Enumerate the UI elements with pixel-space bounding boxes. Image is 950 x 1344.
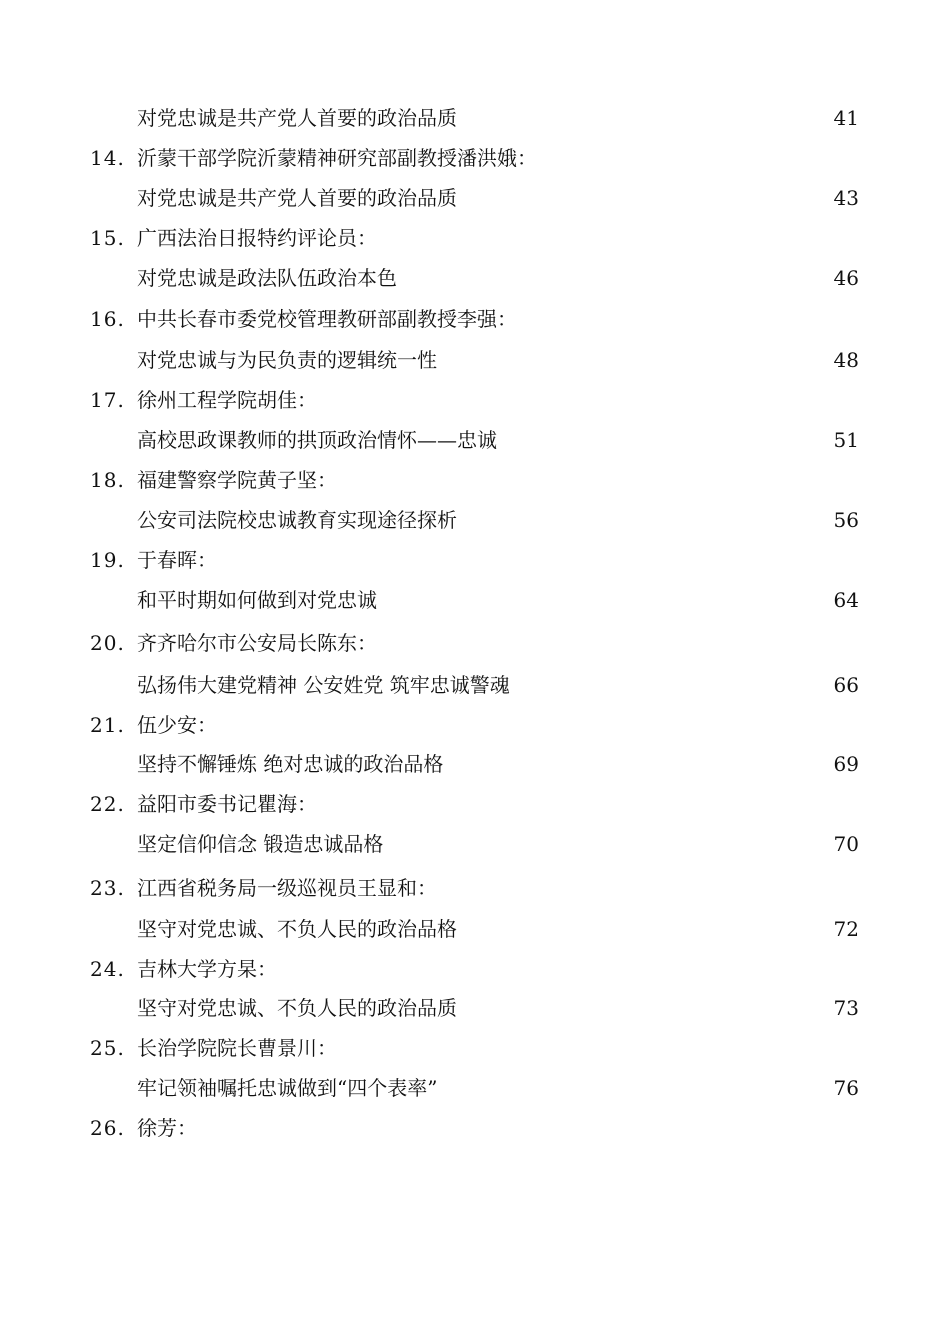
toc-title-line: [0, 749, 950, 779]
toc-entry-number: 16.: [90, 307, 125, 331]
toc-author-line: [0, 545, 950, 575]
toc-title-line: [0, 103, 950, 133]
toc-page-number: 70: [833, 832, 859, 856]
toc-entry-author: 长治学院院长曹景川：: [137, 1036, 337, 1060]
toc-author-line: [0, 385, 950, 415]
toc-title-line: [0, 345, 950, 375]
toc-title-line: [0, 505, 950, 535]
toc-page-number: 48: [833, 348, 859, 372]
toc-page-number: 66: [833, 673, 859, 697]
toc-author-line: [0, 789, 950, 819]
toc-page-number: 51: [833, 428, 859, 452]
toc-entry-title: 坚定信仰信念 锻造忠诚品格: [137, 832, 384, 856]
toc-entry-title: 和平时期如何做到对党忠诚: [137, 588, 377, 612]
toc-author-line: [0, 304, 950, 334]
toc-author-line: [0, 465, 950, 495]
toc-title-line: [0, 914, 950, 944]
toc-entry-number: 15.: [90, 226, 125, 250]
toc-entry-author: 于春晖：: [137, 548, 217, 572]
toc-entry-number: 21.: [90, 713, 125, 737]
toc-entry-title: 坚守对党忠诚、不负人民的政治品质: [137, 996, 457, 1020]
toc-entry-author: 中共长春市委党校管理教研部副教授李强：: [137, 307, 517, 331]
toc-entry-title: 对党忠诚是政法队伍政治本色: [137, 266, 397, 290]
toc-page-number: 76: [833, 1076, 859, 1100]
toc-entry-number: 18.: [90, 468, 125, 492]
toc-author-line: [0, 1113, 950, 1143]
toc-entry-title: 坚守对党忠诚、不负人民的政治品格: [137, 917, 457, 941]
toc-title-line: [0, 183, 950, 213]
toc-entry-number: 25.: [90, 1036, 125, 1060]
toc-entry-number: 20.: [90, 631, 125, 655]
toc-entry-author: 徐州工程学院胡佳：: [137, 388, 317, 412]
toc-entry-author: 齐齐哈尔市公安局长陈东：: [137, 631, 377, 655]
toc-entry-author: 徐芳：: [137, 1116, 197, 1140]
toc-author-line: [0, 223, 950, 253]
toc-entry-title: 对党忠诚与为民负责的逻辑统一性: [137, 348, 437, 372]
toc-title-line: [0, 425, 950, 455]
toc-entry-number: 23.: [90, 876, 125, 900]
toc-entry-title: 牢记领袖嘱托忠诚做到“四个表率”: [137, 1076, 438, 1100]
toc-author-line: [0, 710, 950, 740]
toc-entry-number: 17.: [90, 388, 125, 412]
toc-entry-number: 22.: [90, 792, 125, 816]
toc-entry-author: 沂蒙干部学院沂蒙精神研究部副教授潘洪娥：: [137, 146, 537, 170]
toc-page-number: 46: [833, 266, 859, 290]
toc-entry-author: 吉林大学方杲：: [137, 957, 277, 981]
toc-page-number: 41: [833, 106, 859, 130]
toc-page-number: 73: [833, 996, 859, 1020]
toc-title-line: [0, 263, 950, 293]
toc-entry-author: 福建警察学院黄子坚：: [137, 468, 337, 492]
toc-title-line: [0, 829, 950, 859]
toc-title-line: [0, 1073, 950, 1103]
toc-author-line: [0, 873, 950, 903]
toc-title-line: [0, 993, 950, 1023]
toc-entry-author: 江西省税务局一级巡视员王显和：: [137, 876, 437, 900]
toc-author-line: [0, 143, 950, 173]
toc-title-line: [0, 585, 950, 615]
toc-author-line: [0, 954, 950, 984]
toc-entry-number: 24.: [90, 957, 125, 981]
toc-page-number: 56: [833, 508, 859, 532]
toc-entry-author: 广西法治日报特约评论员：: [137, 226, 377, 250]
toc-entry-number: 19.: [90, 548, 125, 572]
toc-page-number: 43: [833, 186, 859, 210]
toc-page-number: 72: [833, 917, 859, 941]
toc-author-line: [0, 628, 950, 658]
toc-entry-author: 伍少安：: [137, 713, 217, 737]
toc-entry-number: 26.: [90, 1116, 125, 1140]
toc-entry-title: 坚持不懈锤炼 绝对忠诚的政治品格: [137, 752, 444, 776]
toc-title-line: [0, 670, 950, 700]
toc-author-line: [0, 1033, 950, 1063]
toc-page-number: 64: [833, 588, 859, 612]
toc-entry-title: 对党忠诚是共产党人首要的政治品质: [137, 186, 457, 210]
toc-entry-title: 对党忠诚是共产党人首要的政治品质: [137, 106, 457, 130]
toc-entry-number: 14.: [90, 146, 125, 170]
toc-entry-title: 高校思政课教师的拱顶政治情怀——忠诚: [137, 428, 497, 452]
toc-entry-title: 公安司法院校忠诚教育实现途径探析: [137, 508, 457, 532]
toc-entry-author: 益阳市委书记瞿海：: [137, 792, 317, 816]
toc-entry-title: 弘扬伟大建党精神 公安姓党 筑牢忠诚警魂: [137, 673, 510, 697]
toc-page-number: 69: [833, 752, 859, 776]
